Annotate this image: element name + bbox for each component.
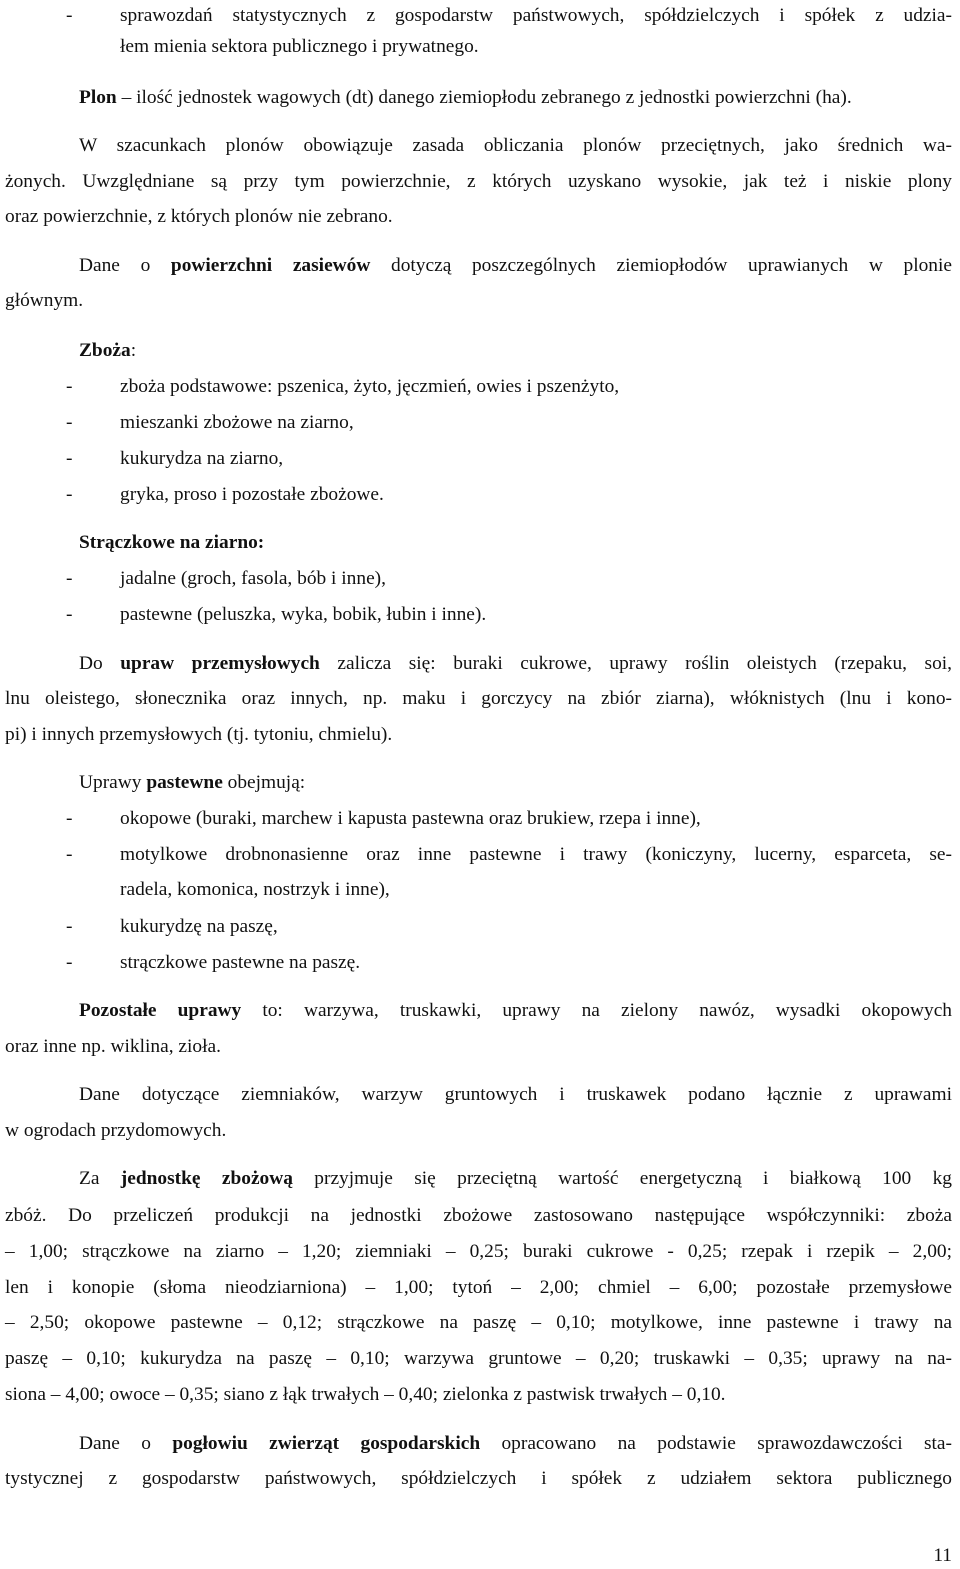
list-dash: - xyxy=(66,604,73,625)
list-item: mieszanki zbożowe na ziarno, xyxy=(120,412,354,433)
pozostale-term: Pozostałe uprawy xyxy=(79,1000,242,1021)
jednostka-line3: – 1,00; strączkowe na ziarno – 1,20; ziemniaki – 0,25; buraki cukrowe - 0,25; rzepak i rzepik – 2,00; xyxy=(5,1241,952,1262)
poglowie-pre: Dane o xyxy=(79,1433,173,1454)
list-dash: - xyxy=(66,916,73,937)
list-item: motylkowe drobnonasienne oraz inne pastewne i trawy (koniczyny, lucerny, esparceta, se- xyxy=(120,844,952,865)
jednostka-line5: – 2,50; okopowe pastewne – 0,12; strączkowe na paszę – 0,10; motylkowe, inne pastewne i trawy na xyxy=(5,1312,952,1333)
list-dash: - xyxy=(66,952,73,973)
szacunki-line1: W szacunkach plonów obowiązuje zasada obliczania plonów przeciętnych, jako średnich wa- xyxy=(79,135,952,156)
poglowie-line1 xyxy=(79,1434,952,1453)
ziemniaki-line2: w ogrodach przydomowych. xyxy=(5,1120,227,1141)
szacunki-line3: oraz powierzchnie, z których plonów nie zebrano. xyxy=(5,206,393,227)
poglowie-term: pogłowiu zwierząt gospodarskich xyxy=(172,1433,481,1454)
przemyslowe-pre: Do xyxy=(79,653,121,674)
list-item: strączkowe pastewne na paszę. xyxy=(120,952,361,973)
zasiewy-post: dotyczą poszczególnych ziemiopłodów uprawianych w plonie xyxy=(370,255,952,276)
list-dash: - xyxy=(66,808,73,829)
list-dash: - xyxy=(66,844,73,865)
list-dash: - xyxy=(66,412,73,433)
list-dash: - xyxy=(66,5,73,26)
list-item: kukurydzę na paszę, xyxy=(120,916,278,937)
plon-term: Plon xyxy=(79,87,117,108)
jednostka-line1 xyxy=(79,1169,952,1188)
zboza-heading xyxy=(79,341,136,360)
list-dash: - xyxy=(66,448,73,469)
page-number: 11 xyxy=(933,1545,952,1566)
zasiewy-term: powierzchni zasiewów xyxy=(170,255,371,276)
plon-paragraph xyxy=(79,88,852,107)
list-item: jadalne (groch, fasola, bób i inne), xyxy=(120,568,386,589)
list-dash: - xyxy=(66,484,73,505)
list-item-continuation: radela, komonica, nostrzyk i inne), xyxy=(120,879,390,900)
zasiewy-pre: Dane o xyxy=(79,255,171,276)
przemyslowe-line2: lnu oleistego, słonecznika oraz innych, np. maku i gorczycy na zbiór ziarna), włóknistych (lnu i kono- xyxy=(5,688,952,709)
jednostka-post: przyjmuje się przeciętną wartość energetyczną i białkową 100 kg xyxy=(292,1168,952,1189)
list-item: kukurydza na ziarno, xyxy=(120,448,284,469)
straczkowe-heading: Strączkowe na ziarno: xyxy=(79,532,265,553)
top-list-item-line1: sprawozdań statystycznych z gospodarstw państwowych, spółdzielczych i spółek z udzia- xyxy=(120,5,952,26)
pastewne-term: pastewne xyxy=(146,772,223,793)
list-dash: - xyxy=(66,568,73,589)
zboza-heading-colon: : xyxy=(130,340,137,361)
zasiewy-line2: głównym. xyxy=(5,290,84,311)
jednostka-line7: siona – 4,00; owoce – 0,35; siano z łąk trwałych – 0,40; zielonka z pastwisk trwałych – 0,10. xyxy=(5,1384,726,1405)
pozostale-line2: oraz inne np. wiklina, zioła. xyxy=(5,1036,221,1057)
jednostka-pre: Za xyxy=(79,1168,121,1189)
jednostka-line6: paszę – 0,10; kukurydza na paszę – 0,10; warzywa gruntowe – 0,20; truskawki – 0,35; uprawy na na- xyxy=(5,1348,952,1369)
jednostka-term: jednostkę zbożową xyxy=(120,1168,293,1189)
ziemniaki-line1: Dane dotyczące ziemniaków, warzyw gruntowych i truskawek podano łącznie z uprawami xyxy=(79,1084,952,1105)
top-list-item-line2: łem mienia sektora publicznego i prywatnego. xyxy=(120,36,479,57)
jednostka-line4: len i konopie (słoma nieodziarniona) – 1,00; tytoń – 2,00; chmiel – 6,00; pozostałe przemysłowe xyxy=(5,1277,952,1298)
list-item: okopowe (buraki, marchew i kapusta pastewna oraz brukiew, rzepa i inne), xyxy=(120,808,701,829)
pozostale-line1 xyxy=(79,1001,952,1020)
plon-definition: – ilość jednostek wagowych (dt) danego ziemiopłodu zebranego z jednostki powierzchni (ha). xyxy=(116,87,852,108)
pastewne-post: obejmują: xyxy=(222,772,306,793)
przemyslowe-term: upraw przemysłowych xyxy=(120,653,320,674)
przemyslowe-post: zalicza się: buraki cukrowe, uprawy roślin oleistych (rzepaku, soi, xyxy=(319,653,953,674)
pozostale-post: to: warzywa, truskawki, uprawy na zielony nawóz, wysadki okopowych xyxy=(241,1000,953,1021)
list-item: zboża podstawowe: pszenica, żyto, jęczmień, owies i pszenżyto, xyxy=(120,376,620,397)
pastewne-pre: Uprawy xyxy=(79,772,147,793)
przemyslowe-line1 xyxy=(79,654,952,673)
jednostka-line2: zbóż. Do przeliczeń produkcji na jednostki zbożowe zastosowano następujące współczynniki: zboża xyxy=(5,1205,952,1226)
zboza-heading-term: Zboża xyxy=(79,340,131,361)
przemyslowe-line3: pi) i innych przemysłowych (tj. tytoniu, chmielu). xyxy=(5,724,393,745)
pastewne-intro xyxy=(79,773,305,792)
poglowie-line2: tystycznej z gospodarstw państwowych, spółdzielczych i spółek z udziałem sektora publicznego xyxy=(5,1468,952,1489)
poglowie-post: opracowano na podstawie sprawozdawczości sta- xyxy=(480,1433,952,1454)
zasiewy-line1 xyxy=(79,256,952,275)
list-item: pastewne (peluszka, wyka, bobik, łubin i inne). xyxy=(120,604,487,625)
list-item: gryka, proso i pozostałe zbożowe. xyxy=(120,484,384,505)
szacunki-line2: żonych. Uwzględniane są przy tym powierzchnie, z których uzyskano wysokie, jak też i niskie plony xyxy=(5,171,952,192)
list-dash: - xyxy=(66,376,73,397)
